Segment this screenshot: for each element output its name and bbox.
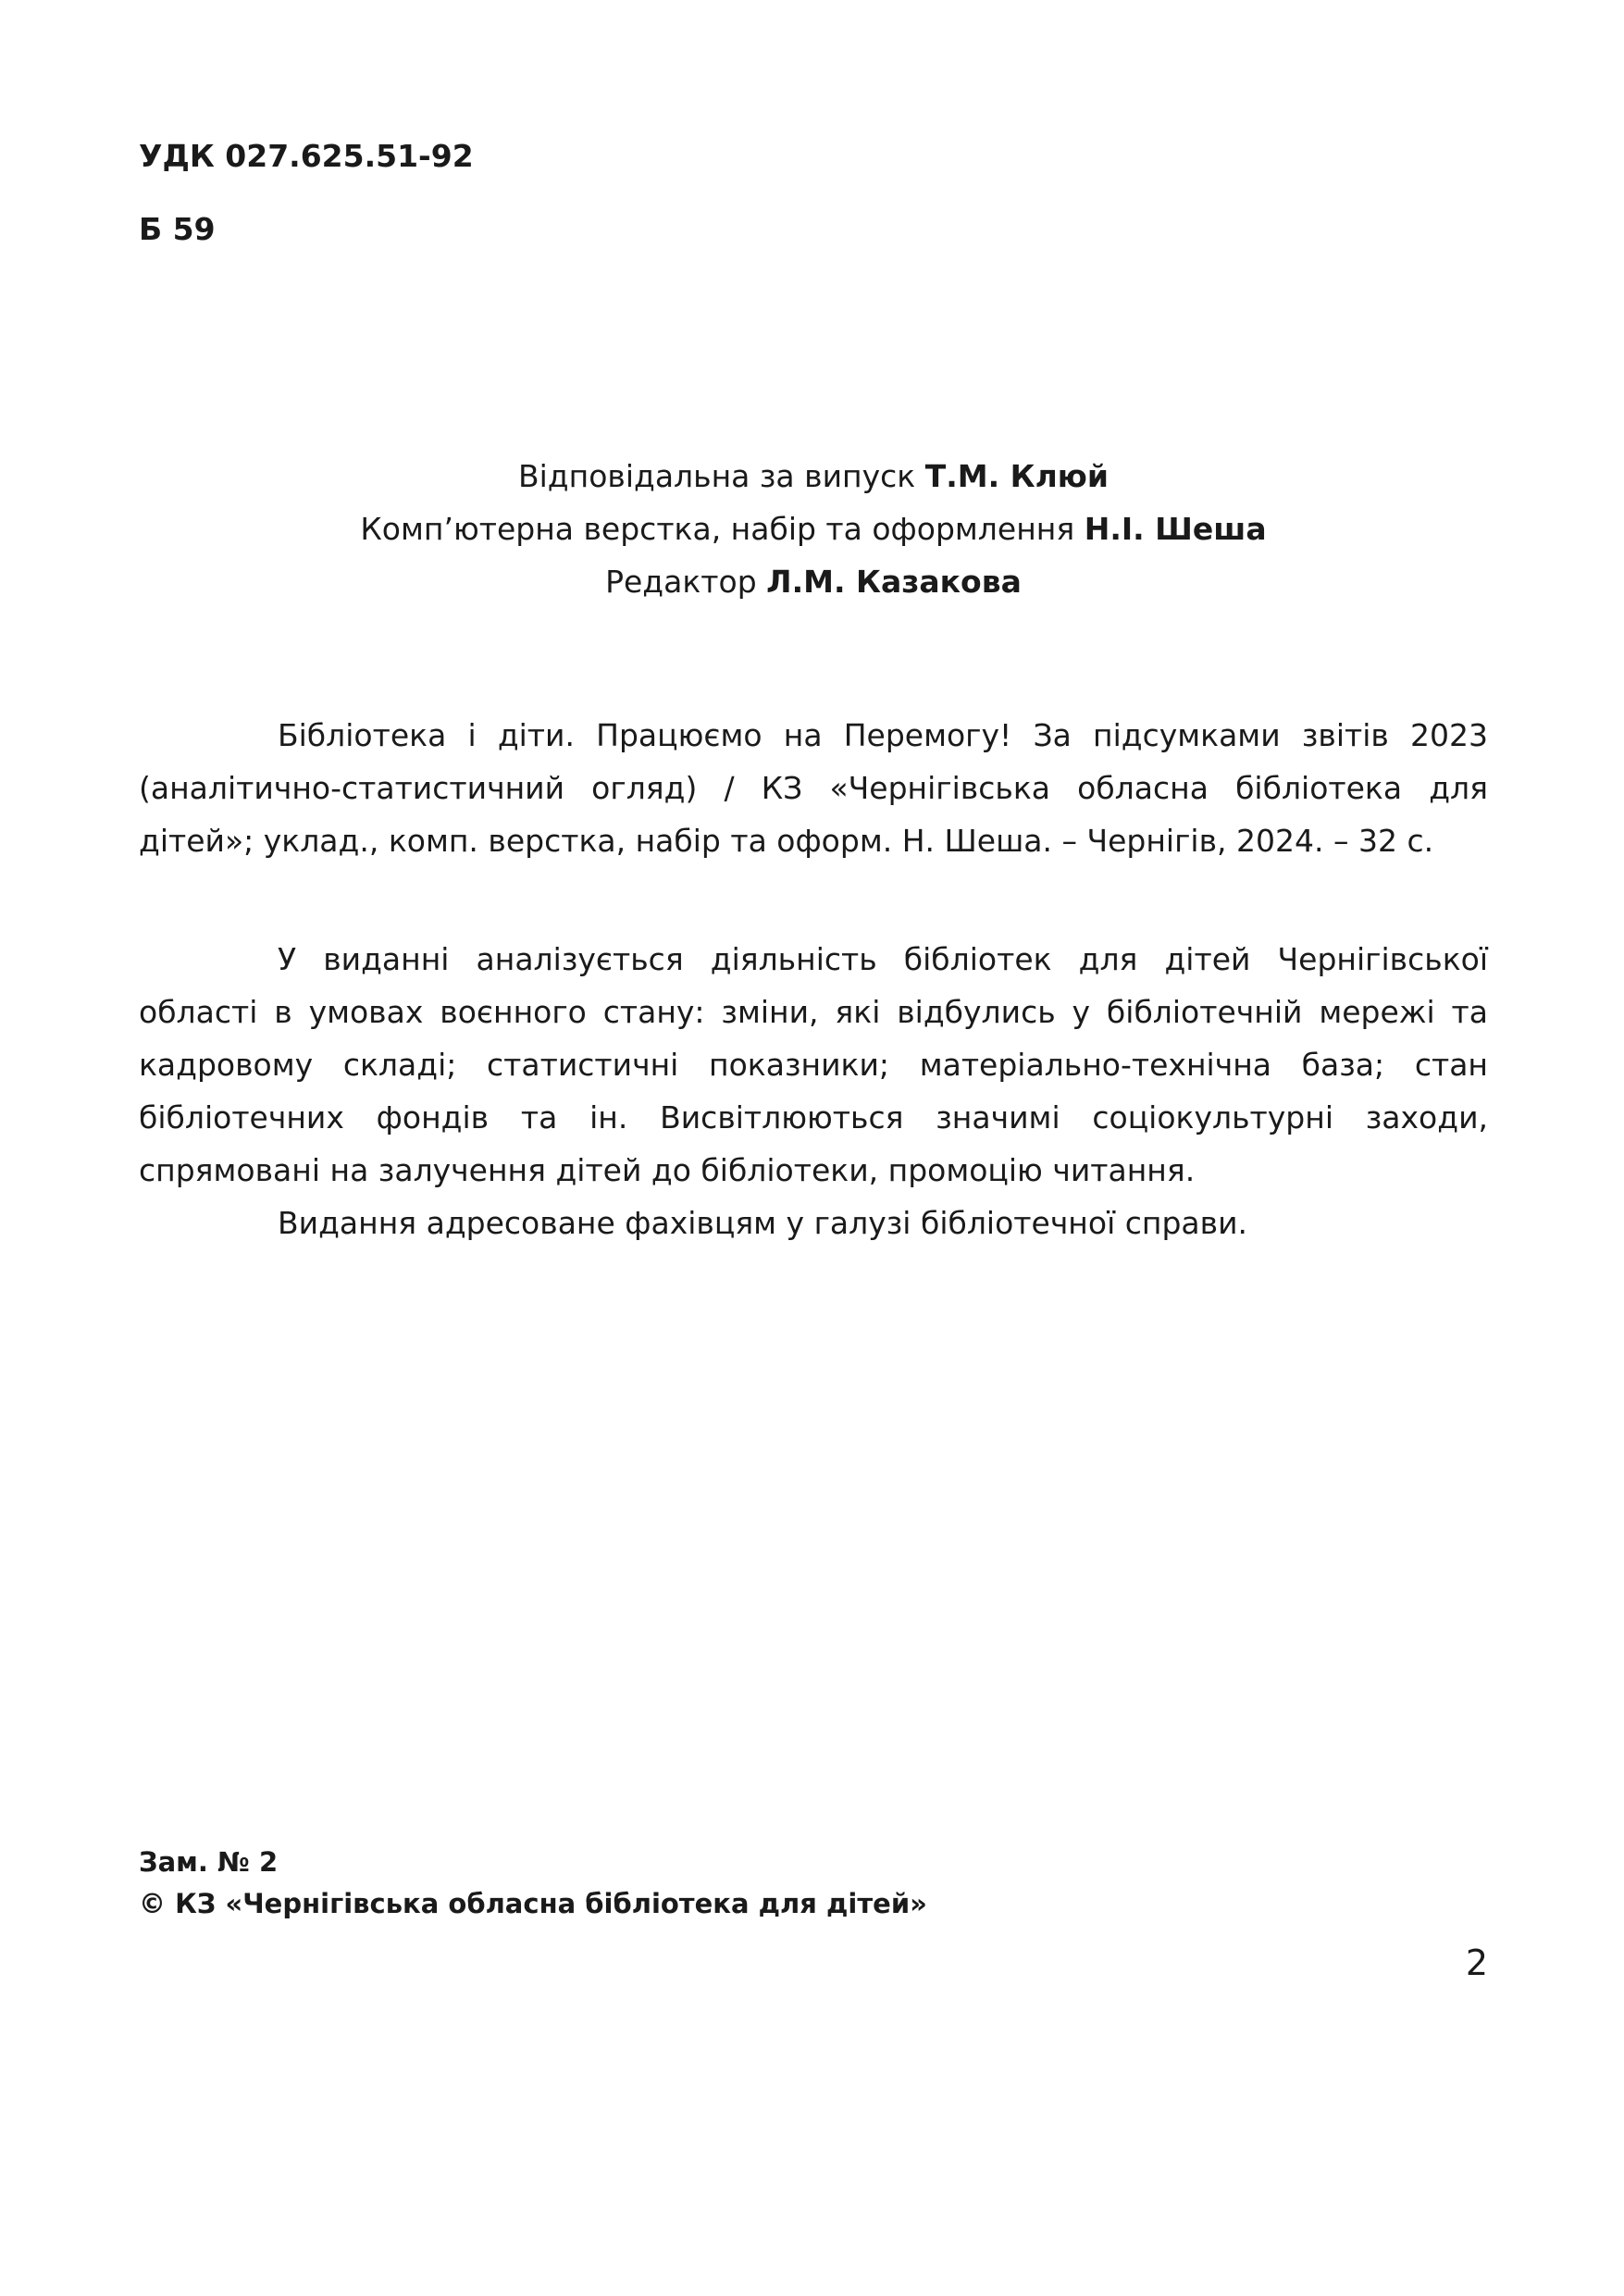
credit-responsible-name: Т.М. Клюй [924,458,1109,494]
credit-responsible-label: Відповідальна за випуск [518,458,916,494]
page-number: 2 [1465,1942,1488,1983]
udk-code: УДК 027.625.51-92 [139,138,474,174]
credit-layout-name: Н.І. Шеша [1084,511,1267,547]
classification-block [139,138,474,247]
credit-responsible [139,450,1488,503]
imprint-footer [139,1842,927,1925]
credit-editor-label: Редактор [605,564,757,600]
credit-editor-name: Л.М. Казакова [766,564,1022,600]
copyright-line: © КЗ «Чернігівська обласна бібліотека для дітей» [139,1888,927,1919]
bbk-code: Б 59 [139,211,216,247]
annotation-paragraph: У виданні аналізується діяльність бібліотек для дітей Чернігівської області в умовах воєнного стану: зміни, які відбулись у бібліотечній мережі та кадровому складі; статистичні показники; матеріально-технічна база; стан бібліотечних фондів та ін. Висвітлюються значимі соціокультурні заходи, спрямовані на залучення дітей до бібліотеки, промоцію читання. [139,941,1488,1188]
credit-layout [139,503,1488,555]
credits-block [139,450,1488,608]
order-number: Зам. № 2 [139,1846,279,1878]
credit-layout-label: Комп’ютерна верстка, набір та оформлення [360,511,1075,547]
bibliographic-record: Бібліотека і діти. Працюємо на Перемогу! За підсумками звітів 2023 (аналітично-статистичний огляд) / КЗ «Чернігівська обласна бібліотека для дітей»; уклад., комп. верстка, набір та оформ. Н. Шеша. – Чернігів, 2024. – 32 с. [139,717,1488,859]
audience-paragraph: Видання адресоване фахівцям у галузі бібліотечної справи. [278,1205,1248,1241]
credit-editor [139,555,1488,608]
